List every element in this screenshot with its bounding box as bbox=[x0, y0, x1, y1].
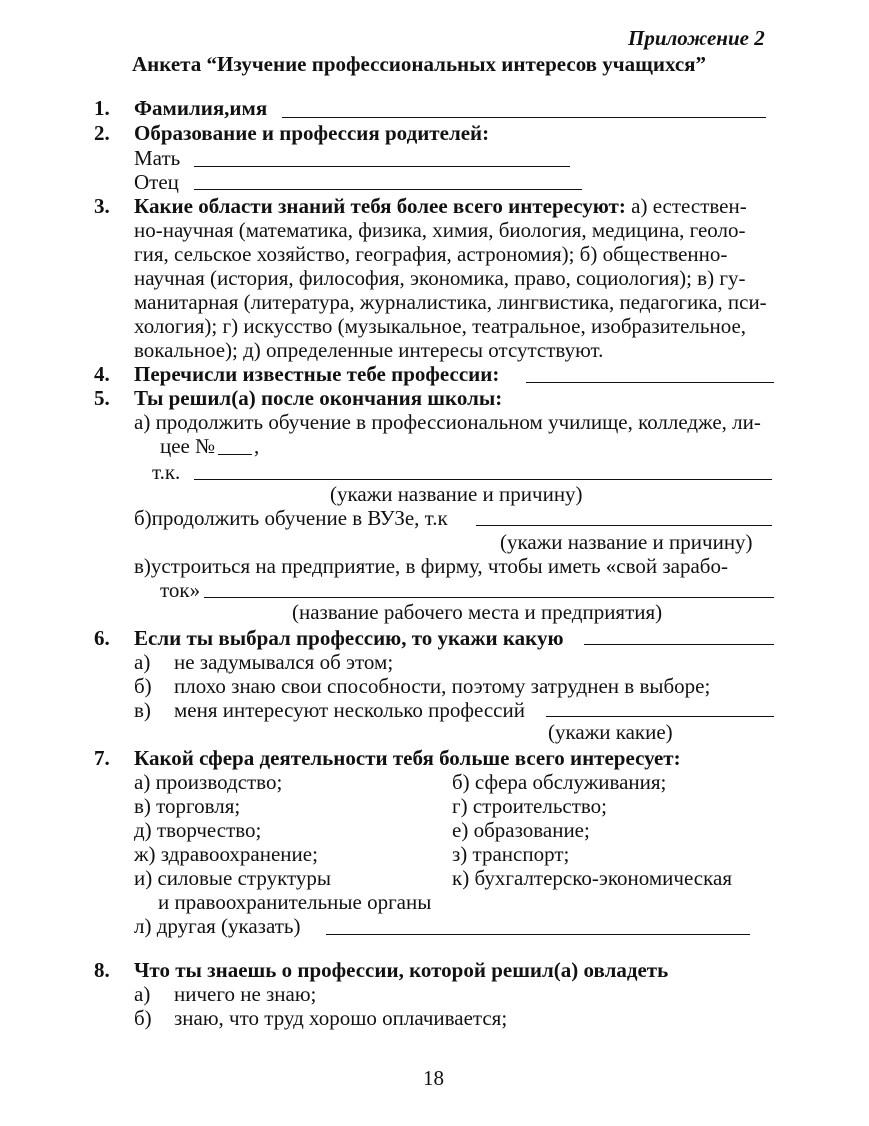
q5c-line-1: в)устроиться на предприятие, в фирму, чтобы иметь «свой зарабо- bbox=[134, 554, 728, 578]
q3-text-line-5: манитарная (литература, журналистика, лингвистика, педагогика, пси- bbox=[134, 290, 767, 314]
q6-option-b-text: плохо знаю свои способности, поэтому затруднен в выборе; bbox=[174, 674, 711, 698]
appendix-label: Приложение 2 bbox=[628, 26, 765, 50]
q6-hint: (укажи какие) bbox=[548, 720, 673, 744]
q7-number: 7. bbox=[94, 746, 110, 770]
q2-father-line[interactable] bbox=[194, 189, 582, 190]
q2-mother-label: Мать bbox=[134, 146, 181, 170]
q2-mother-line[interactable] bbox=[194, 166, 570, 167]
q4-answer-line[interactable] bbox=[526, 382, 774, 383]
q7-option-i: и) силовые структуры bbox=[134, 866, 332, 890]
q5-label: Ты решил(а) после окончания школы: bbox=[134, 386, 503, 410]
q7-label: Какой сфера деятельности тебя больше всего интересует: bbox=[134, 746, 681, 770]
q6-option-c-line[interactable] bbox=[546, 716, 774, 717]
q6-option-a-text: не задумывался об этом; bbox=[174, 650, 394, 674]
q4-label: Перечисли известные тебе профессии: bbox=[134, 362, 500, 386]
q6-option-c-text: меня интересуют несколько профессий bbox=[174, 698, 525, 722]
q7-option-g: г) строительство; bbox=[452, 794, 608, 818]
q2-father-label: Отец bbox=[134, 170, 179, 194]
q7-option-zh: ж) здравоохранение; bbox=[134, 842, 318, 866]
q6-label: Если ты выбрал профессию, то укажи какую bbox=[134, 626, 564, 650]
q3-label: Какие области знаний тебя более всего интересуют: bbox=[134, 194, 626, 218]
q3-text-line-7: вокальное); д) определенные интересы отсутствуют. bbox=[134, 338, 604, 362]
q5b-hint: (укажи название и причину) bbox=[500, 530, 753, 554]
q8-label: Что ты знаешь о профессии, которой решил(а) овладеть bbox=[134, 958, 669, 982]
q8-option-a-letter: а) bbox=[134, 982, 151, 1006]
q8-option-b-letter: б) bbox=[134, 1006, 152, 1030]
q8-option-b-text: знаю, что труд хорошо оплачивается; bbox=[174, 1006, 508, 1030]
q7-option-v: в) торговля; bbox=[134, 794, 241, 818]
q7-option-b: б) сфера обслуживания; bbox=[452, 770, 667, 794]
q8-option-a-text: ничего не знаю; bbox=[174, 982, 317, 1006]
q7-option-k: к) бухгалтерско-экономическая bbox=[452, 866, 732, 890]
q5a-hint: (укажи название и причину) bbox=[330, 482, 583, 506]
q5c-line-2: ток» bbox=[160, 578, 201, 602]
q7-other-line[interactable] bbox=[326, 934, 750, 935]
q6-answer-line[interactable] bbox=[584, 644, 774, 645]
q3-text-line-3: гия, сельское хозяйство, география, астрономия); б) общественно- bbox=[134, 242, 728, 266]
q7-option-z: з) транспорт; bbox=[452, 842, 570, 866]
q6-option-b-letter: б) bbox=[134, 674, 152, 698]
q1-label: Фамилия,имя bbox=[134, 96, 268, 120]
q2-number: 2. bbox=[94, 121, 110, 145]
q5a-comma: , bbox=[254, 434, 260, 458]
q5b-text: б)продолжить обучение в ВУЗе, т.к bbox=[134, 506, 448, 530]
q7-option-e: е) образование; bbox=[452, 818, 590, 842]
q3-text-line-1: а) естествен- bbox=[631, 194, 747, 218]
q7-option-d: д) творчество; bbox=[134, 818, 262, 842]
q2-label: Образование и профессия родителей: bbox=[134, 121, 490, 145]
q5a-tk-label: т.к. bbox=[152, 460, 181, 484]
q5c-hint: (название рабочего места и предприятия) bbox=[292, 600, 663, 624]
q7-option-l: л) другая (указать) bbox=[134, 914, 301, 938]
q5c-answer-line[interactable] bbox=[204, 597, 774, 598]
q5a-reason-line[interactable] bbox=[194, 479, 772, 480]
q7-option-i-continued: и правоохранительные органы bbox=[158, 890, 432, 914]
q1-number: 1. bbox=[94, 96, 110, 120]
q5a-line-1: а) продолжить обучение в профессиональном училище, колледже, ли- bbox=[134, 410, 761, 434]
q5a-line-2: цее № bbox=[160, 434, 216, 458]
q8-number: 8. bbox=[94, 958, 110, 982]
q3-first-line bbox=[134, 194, 747, 218]
q5b-answer-line[interactable] bbox=[476, 525, 772, 526]
page-number: 18 bbox=[423, 1066, 444, 1090]
q1-answer-line[interactable] bbox=[282, 117, 766, 118]
q4-number: 4. bbox=[94, 362, 110, 386]
q6-option-c-letter: в) bbox=[134, 698, 151, 722]
q7-option-a: а) производство; bbox=[134, 770, 283, 794]
q6-option-a-letter: а) bbox=[134, 650, 151, 674]
q5-number: 5. bbox=[94, 386, 110, 410]
q3-text-line-6: хология); г) искусство (музыкальное, театральное, изобразительное, bbox=[134, 314, 747, 338]
page-title: Анкета “Изучение профессиональных интересов учащихся” bbox=[132, 52, 707, 76]
q3-text-line-2: но-научная (математика, физика, химия, биология, медицина, геоло- bbox=[134, 218, 746, 242]
q3-number: 3. bbox=[94, 194, 110, 218]
q6-number: 6. bbox=[94, 626, 110, 650]
q3-text-line-4: научная (история, философия, экономика, право, социология); в) гу- bbox=[134, 266, 746, 290]
q5a-number-line[interactable] bbox=[218, 454, 252, 455]
